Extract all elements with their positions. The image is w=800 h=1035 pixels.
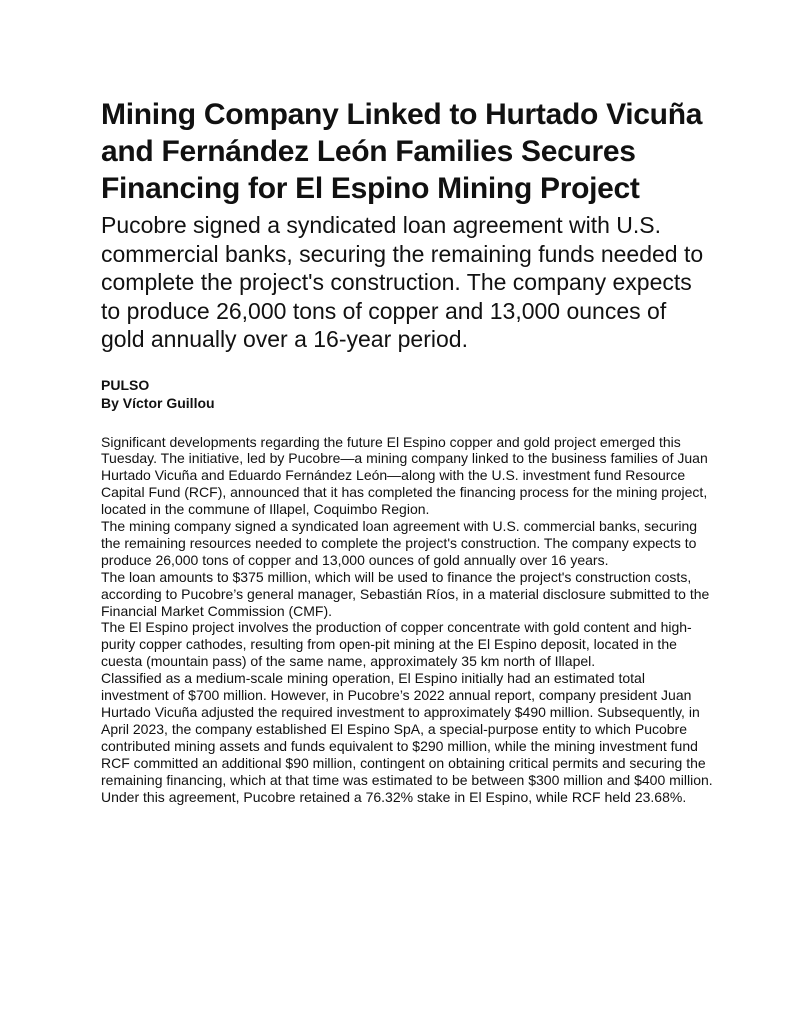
byline bbox=[101, 376, 713, 412]
paragraph: Classified as a medium-scale mining operation, El Espino initially had an estimated total investment of $700 million. However, in Pucobre’s 2022 annual report, company president Juan Hurtado Vicuña adjusted the required investment to approximately $490 million. Subsequently, in April 2023, the company established El Espino SpA, a special-purpose entity to which Pucobre contributed mining assets and funds equivalent to $290 million, while the mining investment fund RCF committed an additional $90 million, contingent on obtaining critical permits and securing the remaining financing, which at that time was estimated to be between $300 million and $400 million. bbox=[101, 670, 713, 788]
paragraph: The mining company signed a syndicated loan agreement with U.S. commercial banks, securing the remaining resources needed to complete the project's construction. The company expects to produce 26,000 tons of copper and 13,000 ounces of gold annually over 16 years. bbox=[101, 518, 698, 568]
article-body bbox=[101, 434, 713, 806]
source-label: PULSO bbox=[101, 376, 150, 393]
paragraph: Under this agreement, Pucobre retained a 76.32% stake in El Espino, while RCF held 23.68%. bbox=[101, 788, 687, 805]
headline: Mining Company Linked to Hurtado Vicuña and Fernández León Families Secures Financing for El Espino Mining Project bbox=[101, 98, 703, 205]
paragraph: The loan amounts to $375 million, which will be used to finance the project's construction costs, according to Pucobre’s general manager, Sebastián Ríos, in a material disclosure submitted to the Financial Market Commission (CMF). bbox=[101, 568, 710, 619]
article bbox=[101, 96, 713, 805]
paragraph: Significant developments regarding the future El Espino copper and gold project emerged this Tuesday. The initiative, led by Pucobre—a mining company linked to the business families of Juan Hurtado Vicuña and Eduardo Fernández León—along with the U.S. investment fund Resource Capital Fund (RCF), announced that it has completed the financing process for the mining project, located in the commune of Illapel, Coquimbo Region. bbox=[101, 433, 708, 518]
paragraph: The El Espino project involves the production of copper concentrate with gold content and high-purity copper cathodes, resulting from open-pit mining at the El Espino deposit, located in the cuesta (mountain pass) of the same name, approximately 35 km north of Illapel. bbox=[101, 619, 692, 670]
author-label: By Víctor Guillou bbox=[101, 394, 215, 411]
subheadline: Pucobre signed a syndicated loan agreement with U.S. commercial banks, securing the remaining funds needed to complete the project's construction. The company expects to produce 26,000 tons of copper and 13,000 ounces of gold annually over a 16-year period. bbox=[101, 212, 704, 352]
